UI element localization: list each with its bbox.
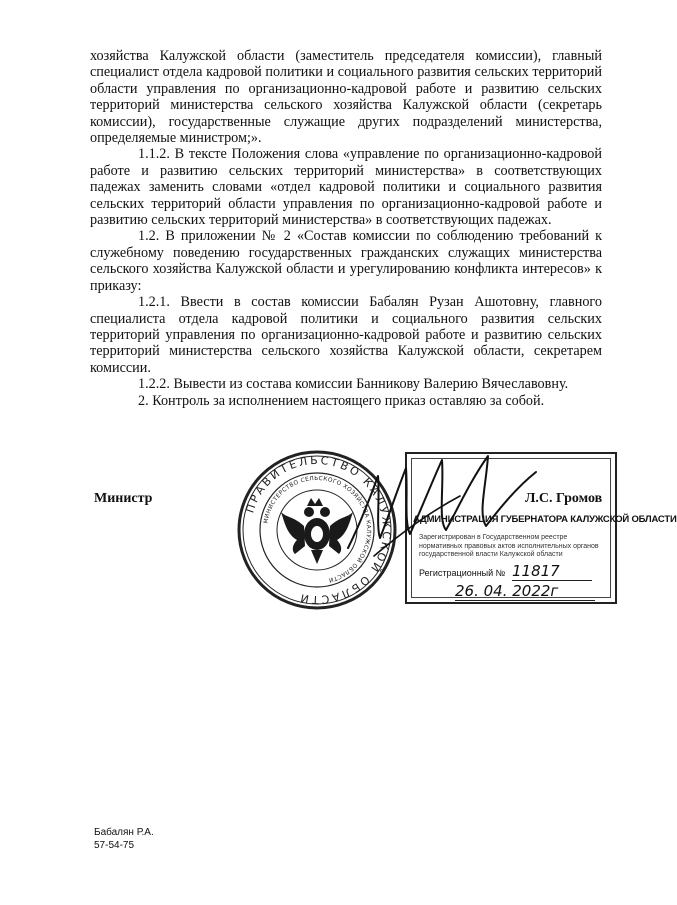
- handwritten-signature-icon: [340, 438, 560, 578]
- document-body: [90, 48, 602, 409]
- author-phone: 57-54-75: [94, 840, 135, 851]
- registration-date: 26. 04. 2022г: [455, 582, 595, 601]
- paragraph-1-2-2: 1.2.2. Вывести из состава комиссии Банникову Валерию Вячеславовну.: [138, 376, 569, 393]
- minister-name: Л.С. Громов: [525, 491, 603, 506]
- seal-inner-text: МИНИСТЕРСТВО СЕЛЬСКОГО ХОЗЯЙСТВА КАЛУЖСКОЙ ОБЛАСТИ: [263, 475, 372, 583]
- minister-position: Министр: [94, 491, 153, 506]
- registration-text: Зарегистрирован в Государственном реестре нормативных правовых актов исполнительных органов государственной власти Калужской области: [419, 534, 599, 558]
- registration-number-label: Регистрационный №: [419, 568, 506, 578]
- registration-number: 11817: [512, 562, 592, 581]
- registration-organization: АДМИНИСТРАЦИЯ ГУБЕРНАТОРА КАЛУЖСКОЙ ОБЛАСТИ: [413, 514, 677, 525]
- paragraph-1-2-1: 1.2.1. Ввести в состав комиссии Бабалян Рузан Ашотовну, главного специалиста отдела кадровой политики и социального развития сельских территорий управления по организационно-кадровой работе и развитию сельских территорий министерства сельского хозяйства Калужской области, секретарем комиссии.: [90, 294, 602, 376]
- seal-outer-text: ПРАВИТЕЛЬСТВО КАЛУЖСКОЙ ОБЛАСТИ: [243, 453, 394, 607]
- author-name: Бабалян Р.А.: [94, 827, 154, 838]
- paragraph-1-1-2: 1.1.2. В тексте Положения слова «управление по организационно-кадровой работе и развитию сельских территорий министерства» в соответствующих падежах заменить словами «отдел кадровой политики и социального развития сельских территорий области управления по организационно-кадровой работе и развитию сельских территорий министерства» в соответствующих падежах.: [90, 146, 602, 229]
- footer-contact: [94, 826, 154, 852]
- paragraph-2: 2. Контроль за исполнением настоящего приказ оставляю за собой.: [138, 392, 545, 409]
- paragraph-continuation: хозяйства Калужской области (заместитель председателя комиссии), главный специалист отдела кадровой политики и социального развития сельских территорий области управления по организационно-кадровой работе и развитию сельских территорий министерства сельского хозяйства Калужской области (секретарь комиссии), государственные служащие других подразделений министерства, определяемые министром;».: [90, 48, 602, 147]
- paragraph-1-2: 1.2. В приложении № 2 «Состав комиссии по соблюдению требований к служебному поведению государственных гражданских служащих министерства сельского хозяйства Калужской области и урегулированию конфликта интересов» к приказу:: [90, 228, 602, 294]
